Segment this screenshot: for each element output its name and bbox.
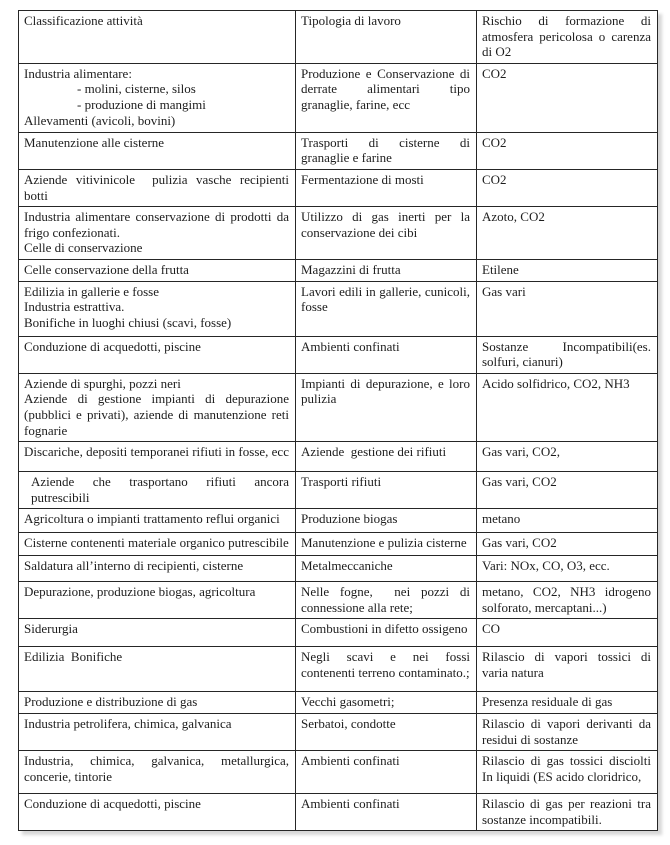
table-row <box>19 207 658 260</box>
cell-text-line: Utilizzo di gas inerti per la conservazione dei cibi <box>301 209 470 240</box>
table-row <box>19 63 658 132</box>
cell-text-line: Industria alimentare conservazione di prodotti da frigo confezionati. <box>24 209 289 240</box>
table-cell <box>296 281 477 336</box>
cell-text-line: Industria, chimica, galvanica, metallurgica, concerie, tintorie <box>24 753 289 784</box>
table-cell <box>477 751 658 794</box>
table-cell <box>296 556 477 582</box>
table-row <box>19 281 658 336</box>
table-cell <box>296 472 477 509</box>
table-cell <box>296 619 477 647</box>
table-row <box>19 794 658 831</box>
cell-text-line: Trasporti di cisterne di granaglie e farine <box>301 134 470 166</box>
table-row <box>19 619 658 647</box>
table-cell <box>19 259 296 281</box>
table-row <box>19 169 658 206</box>
column-header-tipologia-di-lavoro: Tipologia di lavoro <box>296 11 477 64</box>
cell-text-line: Industria petrolifera, chimica, galvanica <box>24 716 232 732</box>
table-header-row <box>19 11 658 64</box>
table-cell <box>477 582 658 619</box>
table-cell <box>19 472 296 509</box>
cell-text-line: Allevamenti (avicoli, bovini) <box>24 112 176 128</box>
cell-text-line: Ambienti confinati <box>301 338 400 354</box>
cell-text-line: CO2 <box>482 171 507 187</box>
cell-text-line: Rilascio di vapori derivanti da residui di sostanze <box>482 716 651 747</box>
table-cell <box>477 472 658 509</box>
column-header-classificazione-attivita: Classificazione attività <box>19 11 296 64</box>
table-cell <box>296 259 477 281</box>
table-cell <box>477 169 658 206</box>
table-cell <box>477 692 658 714</box>
cell-text-line: Celle di conservazione <box>24 240 143 256</box>
cell-text-line: Gas vari, CO2 <box>482 474 557 490</box>
cell-text-line: Industria alimentare: <box>24 65 132 81</box>
table-cell <box>296 582 477 619</box>
cell-text-line: Magazzini di frutta <box>301 261 401 277</box>
table-cell <box>19 751 296 794</box>
table-row <box>19 336 658 373</box>
cell-text-line: Conduzione di acquedotti, piscine <box>24 338 201 354</box>
cell-text-line: Produzione e Conservazione di derrate alimentari tipo granaglie, farine, ecc <box>301 65 470 112</box>
cell-text-line: Edilizia Bonifiche <box>24 649 123 665</box>
table-cell <box>296 207 477 260</box>
table-cell <box>296 336 477 373</box>
cell-text-line: CO2 <box>482 65 507 81</box>
cell-text-line: Gas vari, CO2, <box>482 444 560 460</box>
table-row <box>19 647 658 692</box>
table-row <box>19 259 658 281</box>
cell-text-line: Trasporti rifiuti <box>301 474 382 490</box>
cell-text-line: Celle conservazione della frutta <box>24 261 189 277</box>
table-cell <box>19 373 296 441</box>
activity-risk-table <box>18 10 658 831</box>
cell-text-line: Vari: NOx, CO, O3, ecc. <box>482 558 610 574</box>
cell-text-line: Depurazione, produzione biogas, agricoltura <box>24 584 256 600</box>
table-cell <box>19 556 296 582</box>
table-cell <box>19 582 296 619</box>
cell-text-line: Fermentazione di mosti <box>301 171 424 187</box>
cell-text-line: Gas vari <box>482 283 526 299</box>
cell-text-line: Siderurgia <box>24 621 78 637</box>
table-cell <box>477 132 658 169</box>
cell-text-line: Etilene <box>482 261 519 277</box>
table-cell <box>19 169 296 206</box>
table-cell <box>19 714 296 751</box>
cell-text-line: Manutenzione alle cisterne <box>24 134 165 150</box>
table-cell <box>19 619 296 647</box>
table-row <box>19 582 658 619</box>
cell-text-line: Aziende di gestione impianti di depurazione (pubblici e privati), aziende di manutenzione reti fognarie <box>24 391 289 438</box>
table-cell <box>19 442 296 472</box>
cell-text-line: Aziende di spurghi, pozzi neri <box>24 375 181 391</box>
cell-text-line: Edilizia in gallerie e fosse <box>24 283 160 299</box>
cell-text-line: Lavori edili in gallerie, cunicoli, fosse <box>301 283 470 315</box>
table-cell <box>296 692 477 714</box>
cell-text-line: Azoto, CO2 <box>482 209 545 225</box>
cell-text-line: Metalmeccaniche <box>301 558 393 574</box>
cell-text-line: Gas vari, CO2 <box>482 535 557 551</box>
table-cell <box>477 714 658 751</box>
cell-text-line: Cisterne contenenti materiale organico putrescibile <box>24 535 289 551</box>
table-cell <box>296 373 477 441</box>
table-cell <box>19 281 296 336</box>
table-cell <box>19 509 296 533</box>
cell-text-line: Rilascio di gas per reazioni tra sostanze incompatibili. <box>482 796 651 827</box>
table-row <box>19 509 658 533</box>
table-cell <box>477 207 658 260</box>
table-body <box>19 63 658 831</box>
cell-text-line: Ambienti confinati <box>301 796 400 812</box>
table-cell <box>296 169 477 206</box>
cell-text-line: Combustioni in difetto ossigeno <box>301 621 468 637</box>
table-cell <box>19 132 296 169</box>
table-cell <box>477 281 658 336</box>
table-cell <box>477 442 658 472</box>
cell-text-line: Aziende vitivinicole pulizia vasche recipienti botti <box>24 171 289 203</box>
table-row <box>19 714 658 751</box>
table-cell <box>19 207 296 260</box>
table-cell <box>477 509 658 533</box>
table-cell <box>19 794 296 831</box>
table-cell <box>477 259 658 281</box>
cell-text-line: Presenza residuale di gas <box>482 694 613 710</box>
table-cell <box>19 63 296 132</box>
cell-text-line: metano <box>482 511 521 527</box>
table-row <box>19 533 658 556</box>
table-row <box>19 132 658 169</box>
cell-text-line: Aziende che trasportano rifiuti ancora putrescibili <box>31 474 289 505</box>
table-cell <box>19 692 296 714</box>
cell-text-line: CO <box>482 621 501 637</box>
table-cell <box>19 533 296 556</box>
table-cell <box>477 336 658 373</box>
cell-text-line: CO2 <box>482 134 507 150</box>
cell-text-line: Discariche, depositi temporanei rifiuti in fosse, ecc <box>24 444 289 460</box>
cell-text-line: - produzione di mangimi <box>77 96 206 112</box>
table-cell <box>296 132 477 169</box>
table-cell <box>477 794 658 831</box>
table-row <box>19 556 658 582</box>
cell-text-line: Industria estrattiva. <box>24 299 125 315</box>
cell-text-line: Serbatoi, condotte <box>301 716 396 732</box>
table-cell <box>19 647 296 692</box>
cell-text-line: Impianti di depurazione, e loro pulizia <box>301 375 470 407</box>
table-cell <box>296 442 477 472</box>
cell-text-line: Bonifiche in luoghi chiusi (scavi, fosse) <box>24 314 232 330</box>
cell-text-line: Produzione e distribuzione di gas <box>24 694 198 710</box>
table-cell <box>477 619 658 647</box>
cell-text-line: Produzione biogas <box>301 511 398 527</box>
table-cell <box>19 336 296 373</box>
cell-text-line: Conduzione di acquedotti, piscine <box>24 796 201 812</box>
cell-text-line: Acido solfidrico, CO2, NH3 <box>482 375 630 391</box>
column-header-rischio-atmosfera: Rischio di formazione di atmosfera pericolosa o carenza di O2 <box>477 11 658 64</box>
cell-text-line: metano, CO2, NH3 idrogeno solforato, mercaptani...) <box>482 584 651 615</box>
table-cell <box>296 647 477 692</box>
table-cell <box>296 794 477 831</box>
cell-text-line: Ambienti confinati <box>301 753 400 769</box>
table-row <box>19 442 658 472</box>
table-cell <box>477 63 658 132</box>
table-cell <box>477 533 658 556</box>
table-cell <box>296 63 477 132</box>
table-cell <box>296 751 477 794</box>
cell-text-line: Manutenzione e pulizia cisterne <box>301 535 467 551</box>
cell-text-line: Vecchi gasometri; <box>301 694 395 710</box>
table-row <box>19 692 658 714</box>
cell-text-line: Agricoltura o impianti trattamento reflui organici <box>24 511 280 527</box>
cell-text-line: Aziende gestione dei rifiuti <box>301 444 447 460</box>
cell-text-line: Saldatura all’interno di recipienti, cisterne <box>24 558 244 574</box>
cell-text-line: Nelle fogne, nei pozzi di connessione alla rete; <box>301 584 470 615</box>
cell-text-line: Rilascio di gas tossici disciolti In liquidi (ES acido cloridrico, <box>482 753 651 784</box>
table-row <box>19 472 658 509</box>
table-cell <box>296 714 477 751</box>
cell-text-line: Rilascio di vapori tossici di varia natura <box>482 649 651 681</box>
table-cell <box>477 556 658 582</box>
cell-text-line: Sostanze Incompatibili(es. solfuri, cianuri) <box>482 338 651 370</box>
table-cell <box>477 647 658 692</box>
table-row <box>19 751 658 794</box>
table-cell <box>477 373 658 441</box>
table-cell <box>296 509 477 533</box>
table-row <box>19 373 658 441</box>
cell-text-line: Negli scavi e nei fossi contenenti terreno contaminato.; <box>301 649 470 681</box>
cell-text-line: - molini, cisterne, silos <box>77 81 196 97</box>
table-cell <box>296 533 477 556</box>
